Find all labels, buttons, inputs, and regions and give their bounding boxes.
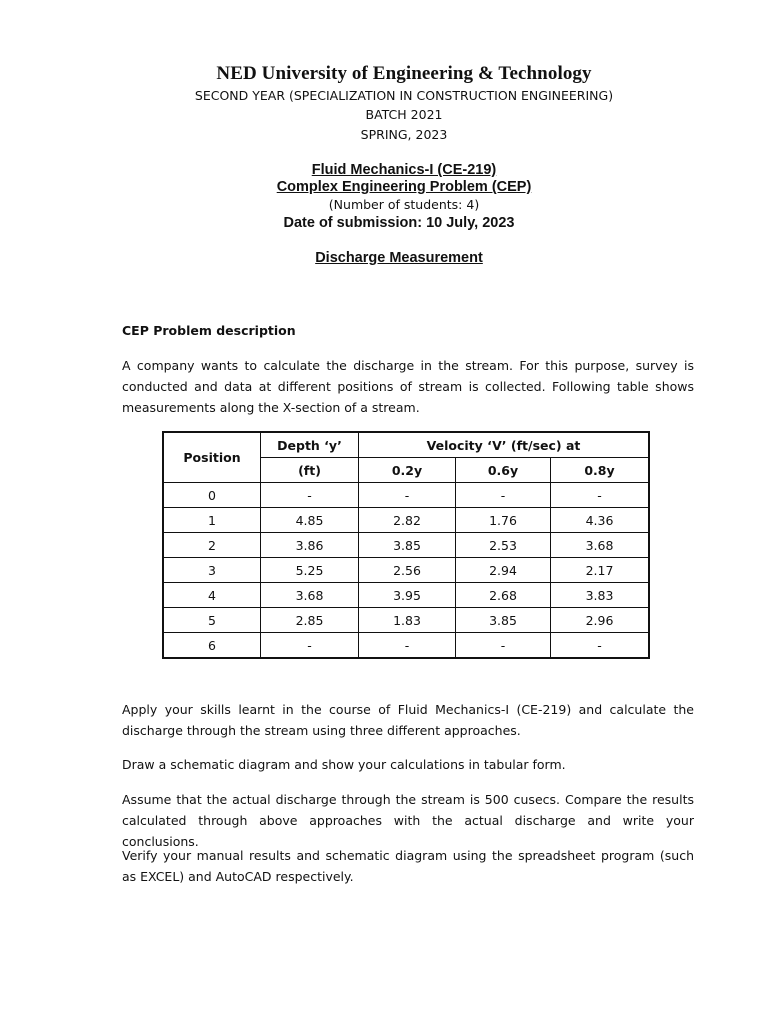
instruction-diagram: Draw a schematic diagram and show your calculations in tabular form. xyxy=(122,757,566,772)
table-row xyxy=(163,633,649,659)
batch-line: BATCH 2021 xyxy=(365,107,443,122)
table-cell: 2.82 xyxy=(359,508,456,533)
table-cell: 3.83 xyxy=(551,583,650,608)
table-cell: 3 xyxy=(163,558,261,583)
table-row xyxy=(163,558,649,583)
table-cell: 2.53 xyxy=(456,533,551,558)
measurement-table xyxy=(162,431,650,659)
university-name: NED University of Engineering & Technology xyxy=(216,63,592,84)
table-cell: 2.56 xyxy=(359,558,456,583)
table-cell: 2.85 xyxy=(261,608,359,633)
table-row xyxy=(163,533,649,558)
table-cell: - xyxy=(359,483,456,508)
table-cell: 1.76 xyxy=(456,508,551,533)
table-cell: 3.86 xyxy=(261,533,359,558)
header-vel-col: 0.6y xyxy=(456,458,551,483)
table-cell: - xyxy=(359,633,456,659)
header-velocity: Velocity ‘V’ (ft/sec) at xyxy=(359,432,650,458)
program-line: SECOND YEAR (SPECIALIZATION IN CONSTRUCTION ENGINEERING) xyxy=(194,88,614,103)
table-cell: 0 xyxy=(163,483,261,508)
description-intro: A company wants to calculate the discharge in the stream. For this purpose, survey is conducted and data at different positions of stream is collected. Following table shows measurements along the X-section of a stream. xyxy=(122,358,694,415)
table-row xyxy=(163,508,649,533)
table-cell: 2.17 xyxy=(551,558,650,583)
table-cell: 5 xyxy=(163,608,261,633)
course-title: Fluid Mechanics-I (CE-219) xyxy=(311,162,497,178)
header-vel-col: 0.2y xyxy=(359,458,456,483)
table-cell: 5.25 xyxy=(261,558,359,583)
table-cell: 3.68 xyxy=(261,583,359,608)
table-row xyxy=(163,608,649,633)
table-cell: 2 xyxy=(163,533,261,558)
instruction-compare: Assume that the actual discharge through the stream is 500 cusecs. Compare the results calculated through above approaches with the actual discharge and write your conclusions. xyxy=(122,792,694,849)
header-depth: Depth ‘y’ xyxy=(261,432,359,458)
table-cell: 1 xyxy=(163,508,261,533)
table-cell: 4.85 xyxy=(261,508,359,533)
table-cell: 4.36 xyxy=(551,508,650,533)
header-depth-unit: (ft) xyxy=(261,458,359,483)
table-cell: 3.85 xyxy=(456,608,551,633)
table-row xyxy=(163,483,649,508)
table-cell: 1.83 xyxy=(359,608,456,633)
instruction-verify: Verify your manual results and schematic diagram using the spreadsheet program (such as EXCEL) and AutoCAD respectively. xyxy=(122,848,694,884)
table-body xyxy=(163,483,649,659)
course-subtitle: Complex Engineering Problem (CEP) xyxy=(276,179,532,195)
submission-date: Date of submission: 10 July, 2023 xyxy=(283,215,515,231)
table-cell: - xyxy=(456,483,551,508)
header-vel-col: 0.8y xyxy=(551,458,650,483)
term-line: SPRING, 2023 xyxy=(360,127,448,142)
instruction-apply: Apply your skills learnt in the course of Fluid Mechanics-I (CE-219) and calculate the discharge through the stream using three different approaches. xyxy=(122,702,694,738)
table-cell: 2.96 xyxy=(551,608,650,633)
table-cell: - xyxy=(551,633,650,659)
table-cell: - xyxy=(551,483,650,508)
table-cell: - xyxy=(261,483,359,508)
table-cell: 6 xyxy=(163,633,261,659)
table-cell: 4 xyxy=(163,583,261,608)
topic-heading: Discharge Measurement xyxy=(315,250,483,266)
table-cell: - xyxy=(261,633,359,659)
table-cell: 2.68 xyxy=(456,583,551,608)
description-title: CEP Problem description xyxy=(122,323,296,338)
table-cell: 3.95 xyxy=(359,583,456,608)
table-cell: 2.94 xyxy=(456,558,551,583)
table-cell: 3.68 xyxy=(551,533,650,558)
table-cell: - xyxy=(456,633,551,659)
header-position: Position xyxy=(163,432,261,483)
table-cell: 3.85 xyxy=(359,533,456,558)
table-row xyxy=(163,583,649,608)
students-count: (Number of students: 4) xyxy=(328,197,480,212)
